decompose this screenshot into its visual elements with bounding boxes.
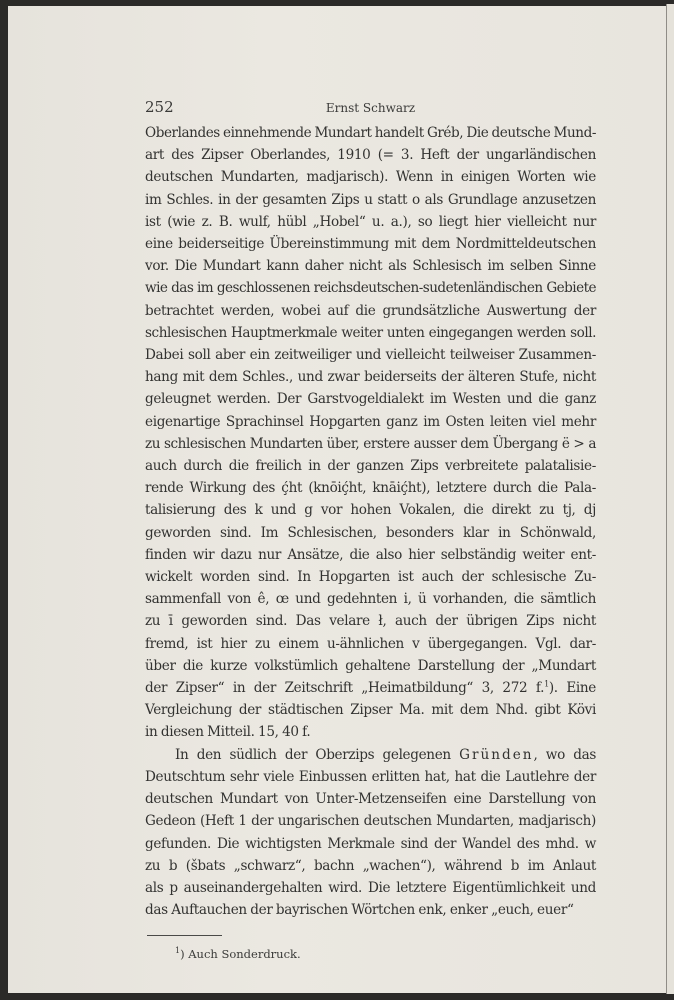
text-line: sammenfall von ê, œ und gedehnten i, ü vorhanden, die sämtlich xyxy=(145,591,596,608)
text-line: rende Wirkung des ḉht (knōiḉht, knāiḉht), letztere durch die Pala- xyxy=(145,480,596,497)
text-line: deutschen Mundarten, madjarisch). Wenn in einigen Worten wie xyxy=(145,169,596,186)
text-line: schlesischen Hauptmerkmale weiter unten eingegangen werden soll. xyxy=(145,324,596,341)
text-segment: , wo das xyxy=(533,746,596,763)
text-line: eine beiderseitige Übereinstimmung mit dem Nordmitteldeutschen xyxy=(145,236,596,253)
running-head xyxy=(145,98,596,118)
text-line: das Auftauchen der bayrischen Wörtchen enk, enker „euch, euer“ xyxy=(145,902,574,919)
text-line: Deutschtum sehr viele Einbussen erlitten hat, hat die Lautlehre der xyxy=(145,768,596,785)
text-line: über die kurze volkstümlich gehaltene Darstellung der „Mundart xyxy=(145,657,596,674)
footnote-marker: 1 xyxy=(175,946,181,956)
text-line: im Schles. in der gesamten Zips u statt o als Grundlage anzusetzen xyxy=(145,191,596,208)
text-line: art des Zipser Oberlandes, 1910 (= 3. Heft der ungarländischen xyxy=(145,147,596,164)
body-text xyxy=(145,122,596,921)
text-line: vor. Die Mundart kann daher nicht als Schlesisch im selben Sinne xyxy=(145,258,596,275)
emphasized-word: Gründen xyxy=(459,746,534,763)
text-line: betrachtet werden, wobei auf die grundsätzliche Auswertung der xyxy=(145,302,596,319)
text-line: gefunden. Die wichtigsten Merkmale sind der Wandel des mhd. w xyxy=(145,835,596,852)
footnote-area xyxy=(145,935,596,962)
text-line: in diesen Mitteil. 15, 40 f. xyxy=(145,724,311,741)
text-line: Oberlandes einnehmende Mundart handelt Gréb, Die deutsche Mund- xyxy=(145,125,596,141)
text-line: Dabei soll aber ein zeitweiliger und vielleicht teilweiser Zusammen- xyxy=(145,347,596,364)
text-line: zu ī geworden sind. Das velare ł, auch der übrigen Zips nicht xyxy=(145,613,596,630)
footnote xyxy=(145,946,596,962)
text-line: hang mit dem Schles., und zwar beiderseits der älteren Stufe, nicht xyxy=(145,369,596,386)
text-line: Vergleichung der städtischen Zipser Ma. mit dem Nhd. gibt Kövi xyxy=(145,702,596,719)
footnote-text: ) Auch Sonderdruck. xyxy=(180,947,301,962)
text-line: auch durch die freilich in der ganzen Zips verbreitete palatalisie- xyxy=(145,458,596,475)
text-line-with-footnote-ref xyxy=(145,677,596,699)
page-number: 252 xyxy=(145,98,174,116)
footnote-divider xyxy=(147,935,222,936)
paragraph-first-line xyxy=(145,744,596,766)
text-line: talisierung des k und g vor hohen Vokalen, die direkt zu tj, dj xyxy=(145,502,596,519)
text-line: Gedeon (Heft 1 der ungarischen deutschen Mundarten, madjarisch) xyxy=(145,813,596,830)
text-line: geworden sind. Im Schlesischen, besonders klar in Schönwald, xyxy=(145,524,596,541)
footnote-reference[interactable]: 1 xyxy=(544,679,549,689)
text-line: finden wir dazu nur Ansätze, die also hier selbständig weiter ent- xyxy=(145,546,596,563)
text-line: eigenartige Sprachinsel Hopgarten ganz im Osten leiten viel mehr xyxy=(145,413,596,430)
text-line: wie das im geschlossenen reichsdeutschen-sudetenländischen Gebiete xyxy=(145,280,596,297)
text-column xyxy=(145,122,596,962)
text-line: als p auseinandergehalten wird. Die letztere Eigentümlichkeit und xyxy=(145,879,596,896)
text-segment: ). Eine xyxy=(548,680,596,697)
text-line: wickelt worden sind. In Hopgarten ist auch der schlesische Zu- xyxy=(145,569,596,586)
running-title: Ernst Schwarz xyxy=(325,101,416,115)
text-line: ist (wie z. B. wulf, hübl „Hobel“ u. a.), so liegt hier vielleicht nur xyxy=(145,213,596,230)
text-line: zu schlesischen Mundarten über, erstere ausser dem Übergang ë > a xyxy=(145,435,596,452)
text-segment: der Zipser“ in der Zeitschrift „Heimatbildung“ 3, 272 f. xyxy=(145,680,545,697)
text-line: deutschen Mundart von Unter-Metzenseifen eine Darstellung von xyxy=(145,791,596,808)
text-segment: In den südlich der Oberzips gelegenen xyxy=(175,746,451,763)
text-line: zu b (šbats „schwarz“, bachn „wachen“), während b im Anlaut xyxy=(145,857,596,874)
text-line: geleugnet werden. Der Garstvogeldialekt im Westen und die ganz xyxy=(145,391,596,408)
text-line: fremd, ist hier zu einem u-ähnlichen v übergegangen. Vgl. dar- xyxy=(145,635,596,652)
page-edge xyxy=(666,4,674,994)
